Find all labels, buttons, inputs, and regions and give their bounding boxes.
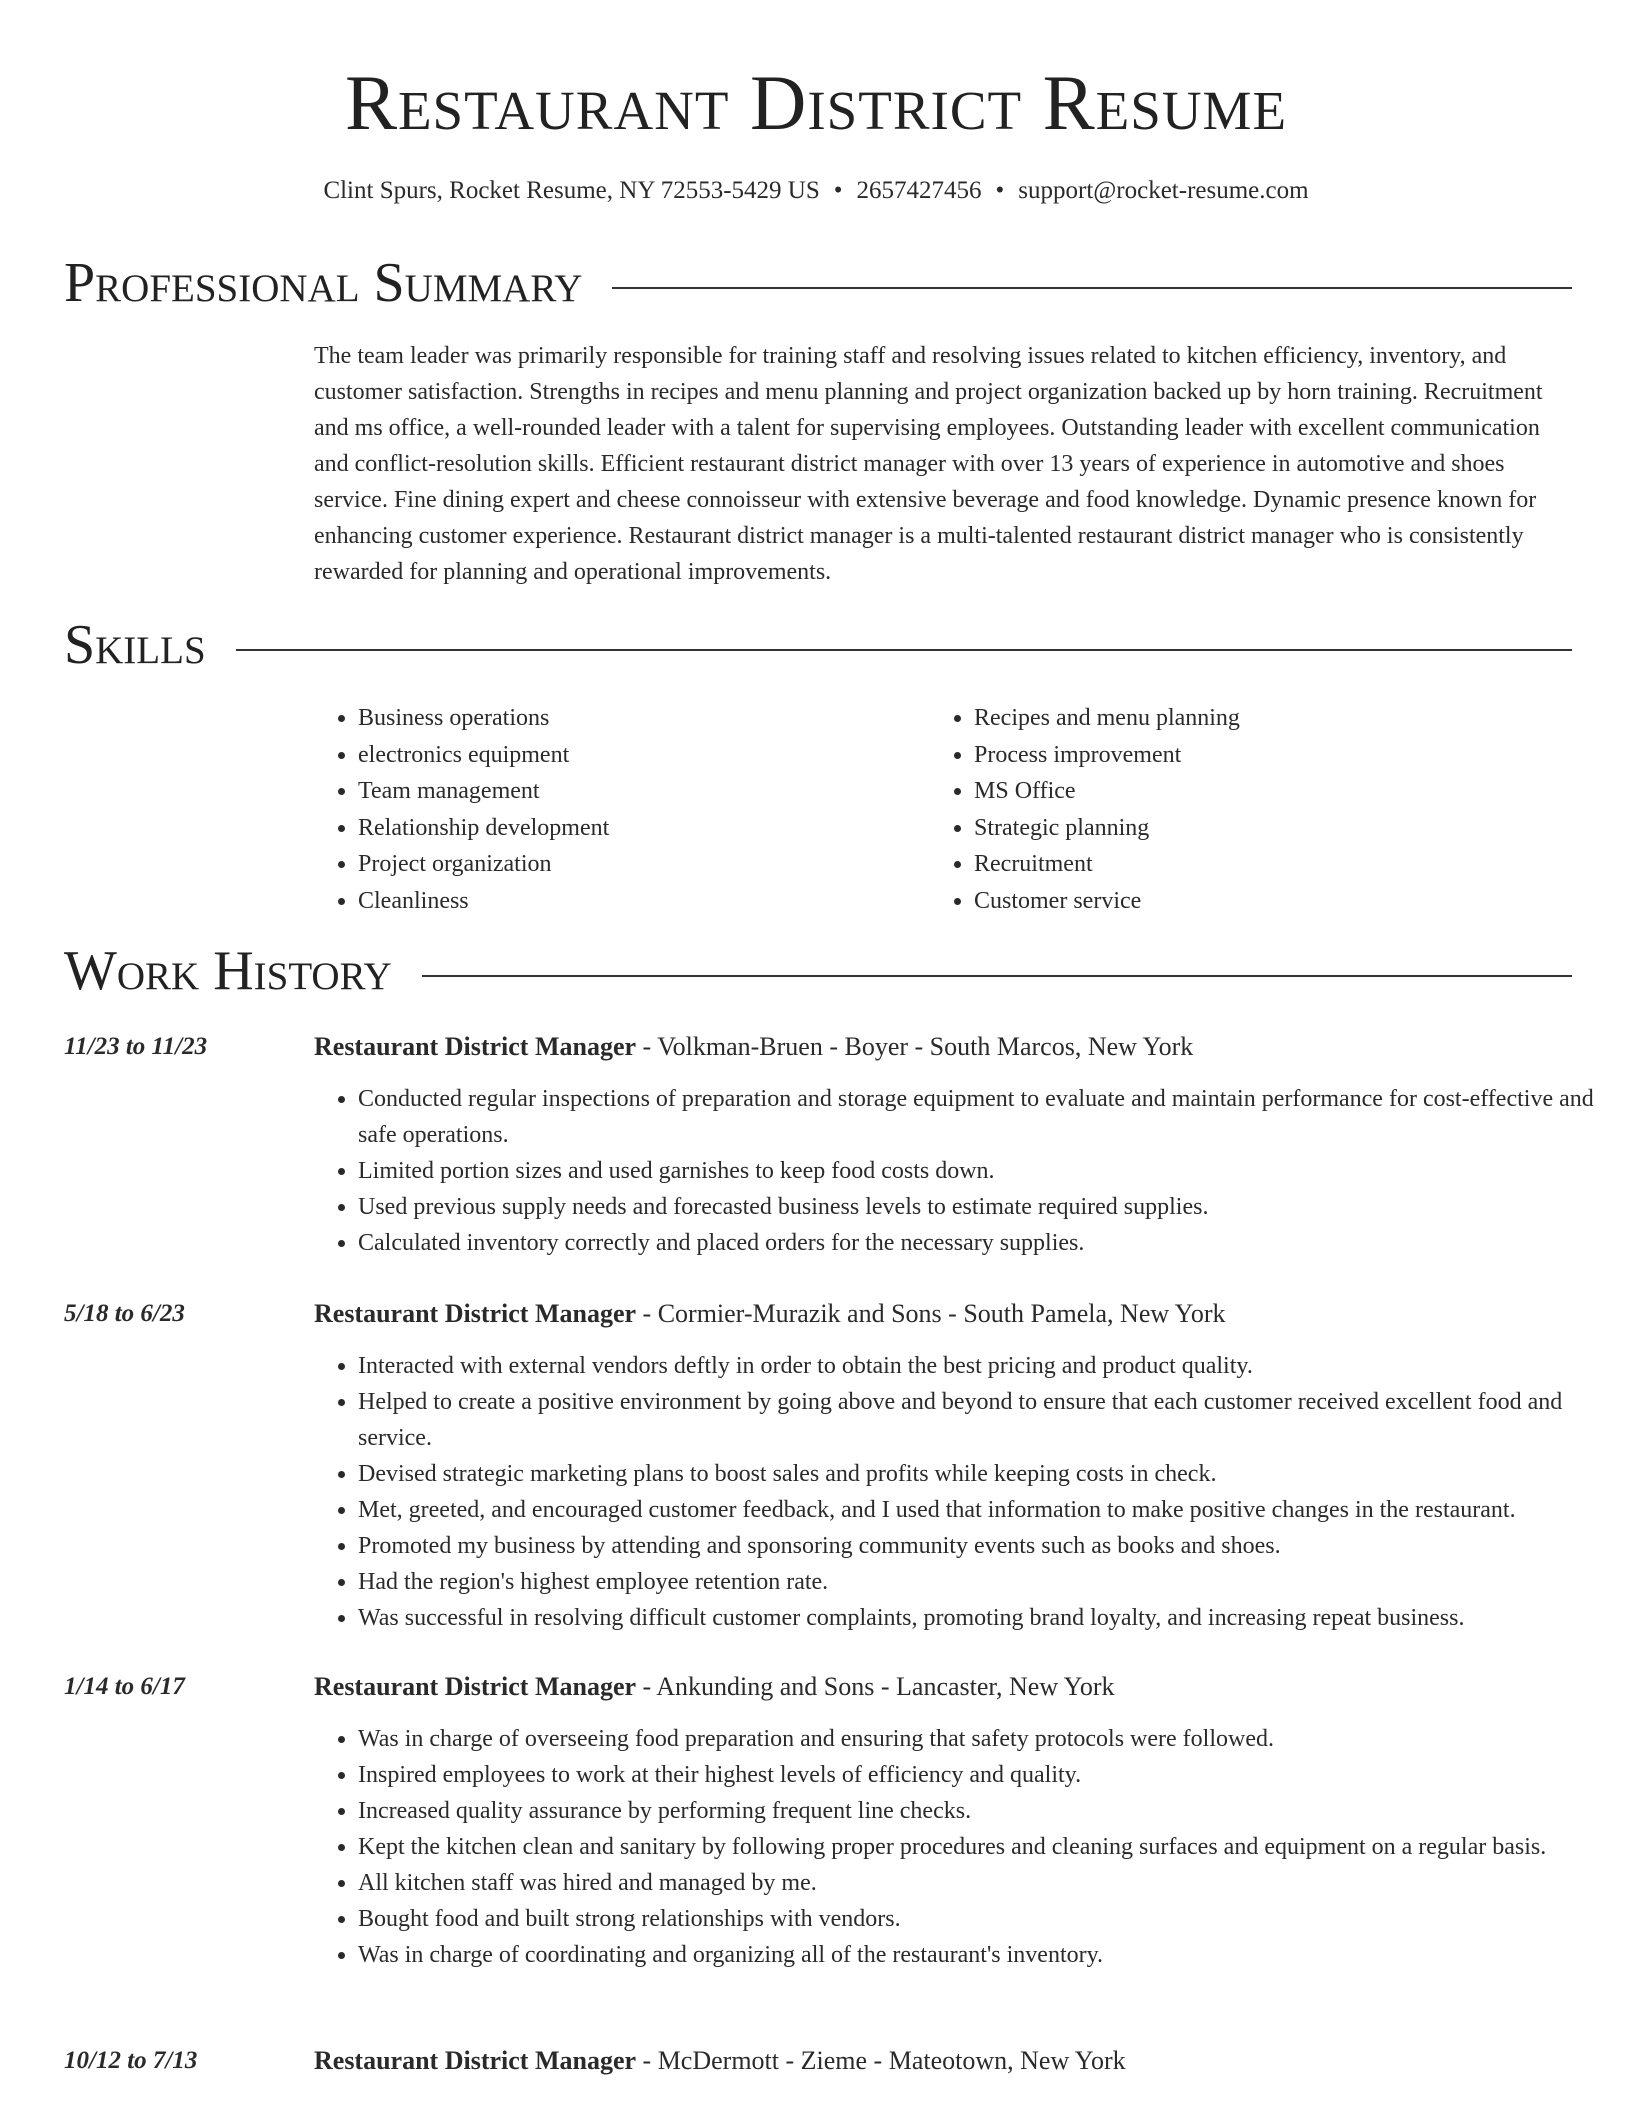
professional-summary-text: The team leader was primarily responsible for training staff and resolving issues related to kitchen efficiency, inventory, and customer satisfaction. Strengths in recipes and menu planning and project organization backed up by horn training. Recruitment and ms office, a well-rounded leader with a talent for supervising employees. Outstanding leader with excellent communication and conflict-resolution skills. Efficient restaurant district manager with over 13 years of experience in automotive and shoes service. Fine dining expert and cheese connoisseur with extensive beverage and food knowledge. Dynamic presence known for enhancing customer experience. Restaurant district manager is a multi-talented restaurant district manager who is consistently rewarded for planning and operational improvements. [314, 343, 1543, 585]
work-dates: 11/23 to 11/23 [64, 1033, 208, 1060]
job-title: Restaurant District Manager [314, 1672, 637, 1701]
work-bullet: • Was in charge of coordinating and organizing all of the restaurant's inventory. [358, 1937, 1616, 1973]
job-title: Restaurant District Manager [314, 1032, 637, 1061]
job-title: Restaurant District Manager [314, 2046, 637, 2075]
work-bullet: • Had the region's highest employee retention rate. [358, 1564, 1616, 1600]
work-bullet: • Bought food and built strong relationships with vendors. [358, 1901, 1616, 1937]
contact-separator: • [833, 177, 843, 204]
work-dates: 5/18 to 6/23 [64, 1300, 185, 1327]
contact-line [0, 174, 1632, 208]
work-bullet: • Devised strategic marketing plans to boost sales and profits while keeping costs in check. [358, 1456, 1616, 1492]
section-heading: Work History [64, 940, 422, 1002]
job-title: Restaurant District Manager [314, 1299, 637, 1328]
work-bullet: • Calculated inventory correctly and placed orders for the necessary supplies. [358, 1225, 1616, 1261]
contact-email[interactable]: support@rocket-resume.com [1018, 177, 1309, 204]
skills-list [314, 700, 914, 919]
skill-item: • MS Office [974, 773, 1530, 810]
skill-item: • Relationship development [358, 810, 914, 847]
work-heading [314, 1296, 1226, 1332]
work-heading [314, 2043, 1126, 2079]
section-heading: Skills [64, 614, 236, 676]
employer-location: - McDermott - Zieme - Mateotown, New York [636, 2046, 1126, 2075]
work-bullets [314, 1721, 1616, 1973]
skill-item: • Customer service [974, 883, 1530, 920]
work-bullet: • Promoted my business by attending and sponsoring community events such as books and shoes. [358, 1528, 1616, 1564]
employer-location: - Volkman-Bruen - Boyer - South Marcos, New York [636, 1032, 1194, 1061]
work-bullet: • All kitchen staff was hired and managed by me. [358, 1865, 1616, 1901]
employer-location: - Ankunding and Sons - Lancaster, New York [636, 1672, 1115, 1701]
section-professional-summary [64, 252, 1572, 316]
skill-item: • electronics equipment [358, 737, 914, 774]
work-bullet: • Limited portion sizes and used garnishes to keep food costs down. [358, 1153, 1616, 1189]
work-bullet: • Was in charge of overseeing food preparation and ensuring that safety protocols were followed. [358, 1721, 1616, 1757]
contact-separator: • [995, 177, 1005, 204]
contact-phone: 2657427456 [856, 177, 982, 204]
resume-title: Restaurant District Resume [344, 59, 1288, 146]
skill-item: • Project organization [358, 846, 914, 883]
skill-item: • Process improvement [974, 737, 1530, 774]
work-heading [314, 1029, 1193, 1065]
work-bullet: • Conducted regular inspections of preparation and storage equipment to evaluate and maintain performance for cost-effective and safe operations. [358, 1081, 1616, 1153]
work-heading [314, 1669, 1115, 1705]
work-bullet: • Increased quality assurance by performing frequent line checks. [358, 1793, 1616, 1829]
section-work-history [64, 940, 1572, 1004]
work-dates: 10/12 to 7/13 [64, 2047, 198, 2074]
skills-column-right [930, 700, 1530, 919]
skills-column-left [314, 700, 914, 919]
employer-location: - Cormier-Murazik and Sons - South Pamela, New York [636, 1299, 1226, 1328]
section-skills [64, 614, 1572, 678]
work-bullet: • Kept the kitchen clean and sanitary by following proper procedures and cleaning surfaces and equipment on a regular basis. [358, 1829, 1616, 1865]
skill-item: • Strategic planning [974, 810, 1530, 847]
work-bullet: • Used previous supply needs and forecasted business levels to estimate required supplies. [358, 1189, 1616, 1225]
work-bullet: • Inspired employees to work at their highest levels of efficiency and quality. [358, 1757, 1616, 1793]
section-divider [64, 649, 1572, 651]
work-bullets [314, 1081, 1616, 1261]
work-dates: 1/14 to 6/17 [64, 1673, 185, 1700]
skill-item: • Recipes and menu planning [974, 700, 1530, 737]
work-bullet: • Interacted with external vendors deftly in order to obtain the best pricing and product quality. [358, 1348, 1616, 1384]
contact-address: Clint Spurs, Rocket Resume, NY 72553-5429 US [323, 177, 820, 204]
skill-item: • Recruitment [974, 846, 1530, 883]
work-bullet: • Met, greeted, and encouraged customer feedback, and I used that information to make positive changes in the restaurant. [358, 1492, 1616, 1528]
work-bullets [314, 1348, 1616, 1636]
section-heading: Professional Summary [64, 252, 612, 314]
skill-item: • Cleanliness [358, 883, 914, 920]
work-bullet: • Helped to create a positive environment by going above and beyond to ensure that each customer received excellent food and service. [358, 1384, 1616, 1456]
skills-list [930, 700, 1530, 919]
skill-item: • Team management [358, 773, 914, 810]
skill-item: • Business operations [358, 700, 914, 737]
work-bullet: • Was successful in resolving difficult customer complaints, promoting brand loyalty, and increasing repeat business. [358, 1600, 1616, 1636]
